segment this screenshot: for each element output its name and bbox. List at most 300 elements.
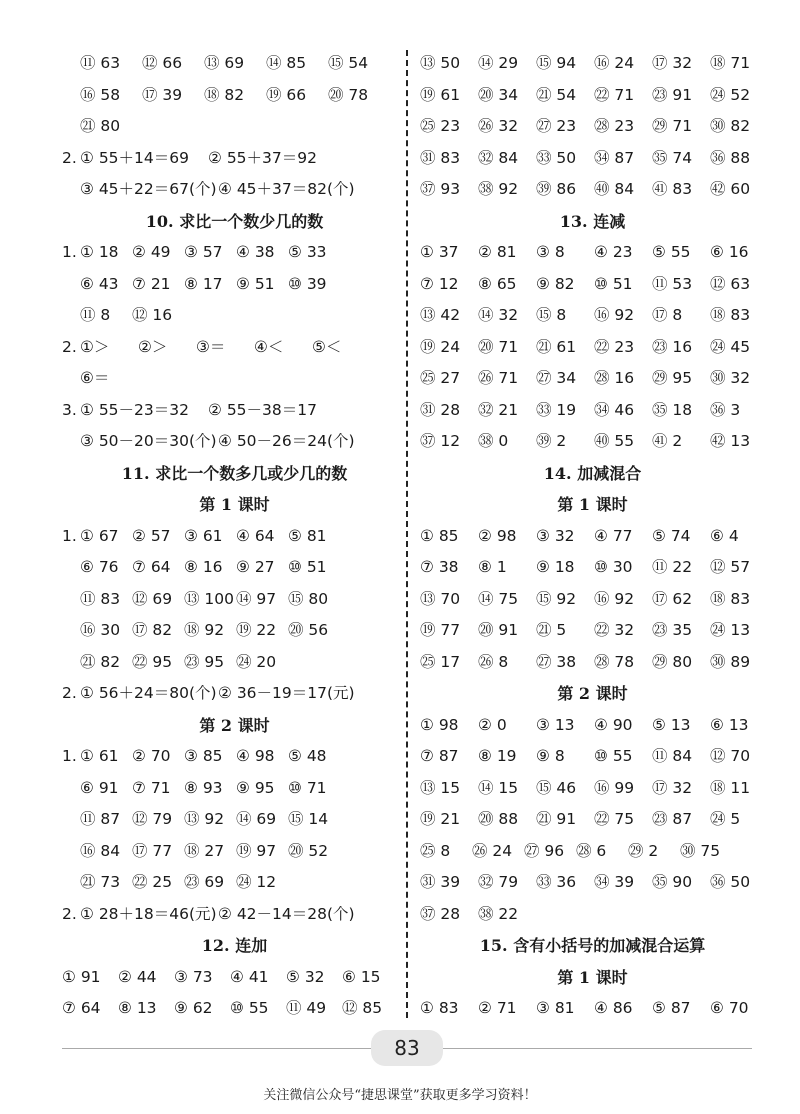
answer-item: ⑬ 50 — [420, 54, 461, 72]
answer-line — [420, 804, 765, 836]
answer-item: ⑯ 30 — [80, 621, 121, 639]
answer-item: ⑱ 27 — [184, 841, 225, 860]
answer-line — [62, 993, 407, 1025]
answer-line — [420, 300, 765, 332]
answer-item: ② 81 — [478, 243, 517, 261]
answer-item: ④ 86 — [594, 999, 633, 1017]
answer-line — [62, 48, 407, 80]
answer-item: ㉗ 34 — [536, 369, 577, 387]
answer-item: ⑫ 63 — [710, 274, 751, 293]
section-heading: 12. 连加 — [201, 936, 268, 955]
answer-line — [420, 521, 765, 553]
answer-item: ⑮ 94 — [536, 54, 577, 72]
answer-line — [62, 395, 407, 427]
answer-item: ㉔ 20 — [236, 652, 277, 671]
answer-item: ㉚ 32 — [710, 369, 751, 387]
answer-item: ⑳ 88 — [478, 810, 519, 828]
answer-line — [62, 269, 407, 301]
answer-item: ㊱ 88 — [710, 148, 751, 167]
answer-item: ⑰ 8 — [652, 306, 683, 324]
answer-line — [420, 552, 765, 584]
answer-item: ⑧ 1 — [478, 558, 507, 576]
answer-item: ⑤ 55 — [652, 243, 691, 261]
answer-item: ㉝ 19 — [536, 400, 577, 419]
answer-item: ⑳ 91 — [478, 621, 519, 639]
answer-item: ㉑ 80 — [80, 117, 121, 135]
answer-line — [62, 962, 407, 994]
answer-line — [420, 269, 765, 301]
answer-item: ⑧ 65 — [478, 274, 517, 293]
answer-line — [62, 332, 407, 364]
answer-item: ⑤ 32 — [286, 967, 325, 986]
section-heading: 11. 求比一个数多几或少几的数 — [121, 463, 348, 483]
answer-item: ㉑ 54 — [536, 85, 577, 104]
answer-item: ⑤ 48 — [288, 747, 327, 765]
answer-item: ③ 45＋22＝67(个) — [80, 180, 217, 198]
section-heading: 14. 加减混合 — [543, 463, 642, 483]
answer-item: ㉕ 23 — [420, 117, 461, 135]
section-heading: 第 2 课时 — [557, 684, 628, 703]
answer-item: ⑳ 78 — [328, 85, 369, 104]
answer-item: ⑧ 17 — [184, 274, 223, 293]
answer-item: ⑥ 91 — [80, 778, 119, 797]
answer-item: ③ 57 — [184, 243, 223, 261]
answer-item: ⑮ 54 — [328, 54, 369, 72]
section-heading: 15. 含有小括号的加减混合运算 — [479, 936, 706, 955]
section-heading: 第 1 课时 — [557, 967, 628, 987]
question-number: 1. — [62, 526, 77, 545]
answer-item: ⑩ 51 — [288, 558, 327, 576]
answer-item: ㉕ 8 — [420, 841, 451, 860]
answer-item: ⑦ 71 — [132, 778, 171, 797]
answer-item: ④ 64 — [236, 526, 275, 545]
question-number: 2. — [62, 337, 77, 356]
answer-item: ④ 90 — [594, 715, 633, 734]
answer-item: ⑯ 92 — [594, 589, 635, 608]
answer-item: ⑥ 13 — [710, 715, 749, 734]
answer-item: ⑪ 49 — [286, 999, 327, 1017]
answer-item: ⑫ 85 — [342, 999, 383, 1017]
answer-item: ② 98 — [478, 526, 517, 545]
answer-item: ⑪ 22 — [652, 558, 693, 576]
answer-line — [62, 426, 407, 458]
answer-item: ⑱ 82 — [204, 85, 245, 104]
answer-item: ⑧ 19 — [478, 747, 517, 765]
footer-notice: 关注微信公众号“捷思课堂”获取更多学习资料！ — [263, 1088, 537, 1103]
answer-item: ① 67 — [80, 526, 119, 545]
answer-item: ⑰ 77 — [132, 841, 173, 860]
answer-item: ⑮ 14 — [288, 810, 329, 828]
answer-item: ㉒ 25 — [132, 873, 173, 891]
answer-line — [420, 237, 765, 269]
answer-item: ② 42－14＝28(个) — [218, 904, 355, 923]
answer-item: ㊲ 12 — [420, 432, 461, 450]
answer-item: ① 91 — [62, 967, 101, 986]
answer-line — [62, 80, 407, 112]
answer-item: ② 44 — [118, 967, 157, 986]
answer-item: ⑩ 55 — [230, 999, 269, 1017]
answer-line — [420, 647, 765, 679]
answer-item: ③ 32 — [536, 526, 575, 545]
answer-item: ② 70 — [132, 747, 171, 765]
answer-item: ① 37 — [420, 243, 459, 261]
answer-item: ⑫ 69 — [132, 589, 173, 608]
answer-item: ㉑ 82 — [80, 652, 121, 671]
answer-item: ㉞ 87 — [594, 148, 635, 167]
answer-item: ⑲ 66 — [266, 85, 307, 104]
answer-item: ㉓ 16 — [652, 337, 693, 356]
answer-item: ㉙ 2 — [628, 841, 659, 860]
answer-item: ㉜ 21 — [478, 400, 519, 419]
section-heading: 10. 求比一个数少几的数 — [145, 211, 324, 231]
answer-line — [62, 678, 407, 710]
answer-item: ㉒ 75 — [594, 810, 635, 828]
left-column — [62, 48, 407, 1025]
answer-item: ⑬ 92 — [184, 810, 225, 828]
answer-item: ⑭ 85 — [266, 54, 307, 72]
answer-item: ② 55＋37＝92 — [208, 148, 317, 167]
answer-item: ㉒ 32 — [594, 621, 635, 639]
answer-line — [420, 363, 765, 395]
answer-item: ⑯ 92 — [594, 306, 635, 324]
answer-item: ⑲ 97 — [236, 841, 277, 860]
answer-item: ㊱ 3 — [710, 400, 741, 419]
answer-line — [420, 332, 765, 364]
answer-item: ㉝ 36 — [536, 873, 577, 891]
answer-item: ㊴ 86 — [536, 180, 577, 198]
answer-item: ③ 85 — [184, 747, 223, 765]
answer-item: ㉗ 23 — [536, 117, 577, 135]
answer-item: ⑰ 82 — [132, 621, 173, 639]
answer-item: ㉓ 95 — [184, 652, 225, 671]
answer-line — [62, 300, 407, 332]
answer-item: ⑦ 21 — [132, 274, 171, 293]
answer-item: ⑧ 16 — [184, 558, 223, 576]
answer-item: ㉖ 71 — [478, 369, 519, 387]
answer-line — [420, 395, 765, 427]
answer-item: ㊳ 0 — [478, 432, 509, 450]
answer-item: ⑤ 87 — [652, 999, 691, 1017]
answer-item: ① 98 — [420, 715, 459, 734]
answer-item: ㊷ 13 — [710, 432, 751, 450]
answer-item: ⑥ 4 — [710, 526, 739, 545]
answer-item: ② 57 — [132, 526, 171, 545]
answer-item: ㊵ 55 — [594, 432, 635, 450]
answer-item: ㊳ 22 — [478, 904, 519, 923]
answer-item: ④＜ — [254, 337, 284, 356]
answer-item: ③ 50－20＝30(个) — [80, 432, 217, 450]
section-heading: 13. 连减 — [559, 211, 626, 231]
answer-item: ⑭ 69 — [236, 810, 277, 828]
answer-item: ㉜ 79 — [478, 873, 519, 891]
answer-item: ⑮ 80 — [288, 589, 329, 608]
answer-item: ⑪ 53 — [652, 274, 693, 293]
answer-item: ㉔ 12 — [236, 873, 277, 891]
answer-item: ㉔ 45 — [710, 337, 751, 356]
answer-line — [62, 773, 407, 805]
answer-item: ④ 41 — [230, 967, 269, 986]
question-number: 2. — [62, 684, 77, 702]
answer-item: ⑳ 56 — [288, 621, 329, 639]
answer-item: ㉚ 89 — [710, 652, 751, 671]
answer-line — [62, 521, 407, 553]
answer-item: ㉚ 82 — [710, 117, 751, 135]
answer-line — [420, 143, 765, 175]
answer-item: ㉕ 27 — [420, 369, 461, 387]
answer-item: ㉜ 84 — [478, 148, 519, 167]
answer-line — [420, 615, 765, 647]
answer-item: ㉗ 38 — [536, 652, 577, 671]
answer-line — [420, 111, 765, 143]
answer-item: ①＞ — [80, 337, 110, 356]
answer-item: ③ 81 — [536, 999, 575, 1017]
answer-item: ㉓ 35 — [652, 621, 693, 639]
answer-item: ② 36－19＝17(元) — [218, 684, 355, 702]
answer-line — [420, 174, 765, 206]
answer-item: ③ 61 — [184, 526, 223, 545]
answer-item: ⑨ 62 — [174, 999, 213, 1017]
answer-item: ⑦ 64 — [132, 558, 171, 576]
page-number: 83 — [371, 1030, 443, 1066]
answer-item: ⑳ 34 — [478, 85, 519, 104]
answer-item: ㉗ 96 — [524, 841, 565, 860]
answer-item: ㉛ 28 — [420, 400, 461, 419]
answer-item: ㉟ 90 — [652, 873, 693, 891]
answer-item: ⑮ 8 — [536, 306, 567, 324]
answer-item: ① 55－23＝32 — [80, 400, 189, 419]
answer-line — [62, 174, 407, 206]
answer-item: ⑨ 27 — [236, 558, 275, 576]
answer-item: ⑰ 62 — [652, 589, 693, 608]
answer-item: ③ 13 — [536, 715, 575, 734]
answer-line — [62, 111, 407, 143]
answer-item: ② 49 — [132, 243, 171, 261]
answer-item: ㉑ 73 — [80, 873, 121, 891]
answer-item: ⑯ 99 — [594, 778, 635, 797]
answer-item: ㉟ 74 — [652, 148, 693, 167]
answer-item: ㉘ 78 — [594, 652, 635, 671]
answer-item: ⑧ 13 — [118, 999, 157, 1017]
answer-item: ⑫ 16 — [132, 306, 173, 324]
answer-item: ③＝ — [196, 337, 226, 356]
answer-item: ㉑ 91 — [536, 810, 577, 828]
answer-line — [62, 741, 407, 773]
answer-line — [420, 48, 765, 80]
answer-line — [62, 899, 407, 931]
answer-line — [420, 584, 765, 616]
answer-item: ⑭ 75 — [478, 589, 519, 608]
answer-item: ㉛ 83 — [420, 148, 461, 167]
answer-item: ㊴ 2 — [536, 432, 567, 450]
answer-item: ⑤ 81 — [288, 526, 327, 545]
answer-item: ⑫ 57 — [710, 558, 751, 576]
question-number: 2. — [62, 904, 77, 923]
answer-item: ① 83 — [420, 999, 459, 1017]
answer-item: ⑭ 97 — [236, 589, 277, 608]
answer-item: ⑥ 16 — [710, 243, 749, 261]
answer-item: ⑲ 22 — [236, 621, 277, 639]
column-divider — [406, 50, 408, 1018]
answer-item: ⑩ 71 — [288, 778, 327, 797]
answer-item: ⑤＜ — [312, 337, 342, 356]
answer-item: ⑱ 71 — [710, 54, 751, 72]
answer-item: ㉖ 24 — [472, 841, 513, 860]
answer-line — [62, 615, 407, 647]
answer-item: ④ 45＋37＝82(个) — [218, 180, 355, 198]
answer-item: ㉞ 39 — [594, 873, 635, 891]
answer-item: ㉛ 39 — [420, 873, 461, 891]
answer-item: ㉖ 8 — [478, 652, 509, 671]
answer-item: ⑳ 71 — [478, 337, 519, 356]
answer-line — [420, 899, 765, 931]
answer-item: ④ 50－26＝24(个) — [218, 432, 355, 450]
answer-item: ⑨ 82 — [536, 274, 575, 293]
answer-item: ⑥ 15 — [342, 967, 381, 986]
answer-item: ① 28＋18＝46(元) — [80, 904, 217, 923]
answer-item: ㊶ 83 — [652, 180, 693, 198]
answer-item: ⑥ 43 — [80, 274, 119, 293]
answer-item: ⑤ 33 — [288, 243, 327, 261]
answer-item: ㉒ 95 — [132, 652, 173, 671]
answer-line — [62, 237, 407, 269]
answer-item: ① 56＋24＝80(个) — [80, 684, 217, 702]
answer-item: ㉔ 5 — [710, 810, 741, 828]
answer-item: ⑯ 58 — [80, 85, 121, 104]
answer-item: ㉚ 75 — [680, 841, 721, 860]
answer-item: ⑱ 83 — [710, 589, 751, 608]
answer-item: ⑲ 77 — [420, 621, 461, 639]
answer-item: ⑥ 76 — [80, 558, 119, 576]
answer-item: ㉓ 69 — [184, 873, 225, 891]
answer-item: ⑩ 51 — [594, 274, 633, 293]
answer-item: ⑧ 93 — [184, 778, 223, 797]
answer-item: ⑩ 55 — [594, 747, 633, 765]
answer-item: ㉒ 71 — [594, 85, 635, 104]
answer-item: ㊷ 60 — [710, 180, 751, 198]
question-number: 1. — [62, 243, 77, 261]
answer-item: ⑦ 87 — [420, 747, 459, 765]
answer-item: ② 71 — [478, 999, 517, 1017]
answer-line — [62, 867, 407, 899]
answer-item: ① 55＋14＝69 — [80, 148, 189, 167]
answer-item: ㉘ 23 — [594, 117, 635, 135]
answer-item: ㊲ 93 — [420, 180, 461, 198]
answer-item: ⑭ 29 — [478, 54, 519, 72]
answer-item: ㉟ 18 — [652, 400, 693, 419]
answer-item: ⑮ 92 — [536, 589, 577, 608]
answer-item: ㉙ 71 — [652, 117, 693, 135]
answer-item: ㉑ 5 — [536, 621, 567, 639]
answer-line — [420, 867, 765, 899]
right-column — [420, 48, 765, 1025]
answer-line — [62, 143, 407, 175]
answer-line — [420, 426, 765, 458]
answer-item: ⑦ 64 — [62, 999, 101, 1017]
answer-item: ⑬ 70 — [420, 589, 461, 608]
answer-item: ① 85 — [420, 526, 459, 545]
answer-item: ㊱ 50 — [710, 873, 751, 891]
answer-item: ⑳ 52 — [288, 841, 329, 860]
answer-item: ⑬ 42 — [420, 306, 461, 324]
answer-item: ㉝ 50 — [536, 148, 577, 167]
answer-item: ②＞ — [138, 337, 168, 356]
answer-item: ⑫ 79 — [132, 810, 173, 828]
answer-item: ㉖ 32 — [478, 117, 519, 135]
answer-line — [62, 647, 407, 679]
answer-item: ㉑ 61 — [536, 337, 577, 356]
answer-line — [420, 710, 765, 742]
answer-item: ㊶ 2 — [652, 432, 683, 450]
answer-item: ④ 23 — [594, 243, 633, 261]
answer-item: ㉙ 80 — [652, 652, 693, 671]
answer-item: ⑱ 92 — [184, 621, 225, 639]
answer-item: ⑲ 24 — [420, 337, 461, 356]
answer-item: ① 61 — [80, 747, 119, 765]
answer-line — [62, 584, 407, 616]
answer-line — [62, 804, 407, 836]
answer-line — [420, 993, 765, 1025]
answer-item: ⑨ 95 — [236, 778, 275, 797]
answer-item: ⑯ 84 — [80, 841, 121, 860]
answer-item: ⑨ 51 — [236, 274, 275, 293]
section-heading: 第 1 课时 — [199, 495, 270, 514]
answer-item: ㉔ 13 — [710, 621, 751, 639]
answer-item: ⑦ 12 — [420, 274, 459, 293]
answer-item: ㉘ 6 — [576, 841, 607, 860]
answer-item: ⑪ 84 — [652, 747, 693, 765]
answer-item: ㉓ 91 — [652, 85, 693, 104]
question-number: 3. — [62, 400, 77, 419]
answer-item: ㉙ 95 — [652, 369, 693, 387]
answer-item: ⑯ 24 — [594, 54, 635, 72]
answer-item: ⑥ 70 — [710, 999, 749, 1017]
answer-line — [62, 836, 407, 868]
answer-item: ⑩ 30 — [594, 558, 633, 576]
answer-item: ③ 8 — [536, 243, 565, 261]
answer-item: ⑫ 70 — [710, 747, 751, 765]
answer-item: ⑰ 32 — [652, 778, 693, 797]
answer-line — [62, 363, 407, 395]
answer-item: ㊳ 92 — [478, 180, 519, 198]
answer-item: ⑪ 8 — [80, 306, 111, 324]
answer-item: ⑮ 46 — [536, 778, 577, 797]
answer-item: ⑭ 15 — [478, 778, 519, 797]
answer-item: ⑪ 87 — [80, 810, 121, 828]
answer-item: ⑬ 69 — [204, 54, 245, 72]
answer-item: ④ 38 — [236, 243, 275, 261]
answer-item: ⑱ 11 — [710, 778, 751, 797]
answer-item: ㉞ 46 — [594, 400, 635, 419]
answer-item: ③ 73 — [174, 967, 213, 986]
question-number: 2. — [62, 148, 77, 167]
answer-item: ⑩ 39 — [288, 274, 327, 293]
answer-item: ㉕ 17 — [420, 652, 461, 671]
answer-item: ① 18 — [80, 243, 119, 261]
answer-item: ⑲ 21 — [420, 810, 461, 828]
answer-line — [62, 552, 407, 584]
answer-line — [420, 80, 765, 112]
answer-item: ⑫ 66 — [142, 54, 183, 72]
answer-item: ㊵ 84 — [594, 180, 635, 198]
answer-item: ⑦ 38 — [420, 558, 459, 576]
answer-item: ⑤ 13 — [652, 715, 691, 734]
question-number: 1. — [62, 747, 77, 765]
answer-item: ㊲ 28 — [420, 904, 461, 923]
answer-item: ⑰ 39 — [142, 85, 183, 104]
answer-item: ⑭ 32 — [478, 306, 519, 324]
answer-item: ② 55－38＝17 — [208, 400, 317, 419]
answer-item: ㉒ 23 — [594, 337, 635, 356]
